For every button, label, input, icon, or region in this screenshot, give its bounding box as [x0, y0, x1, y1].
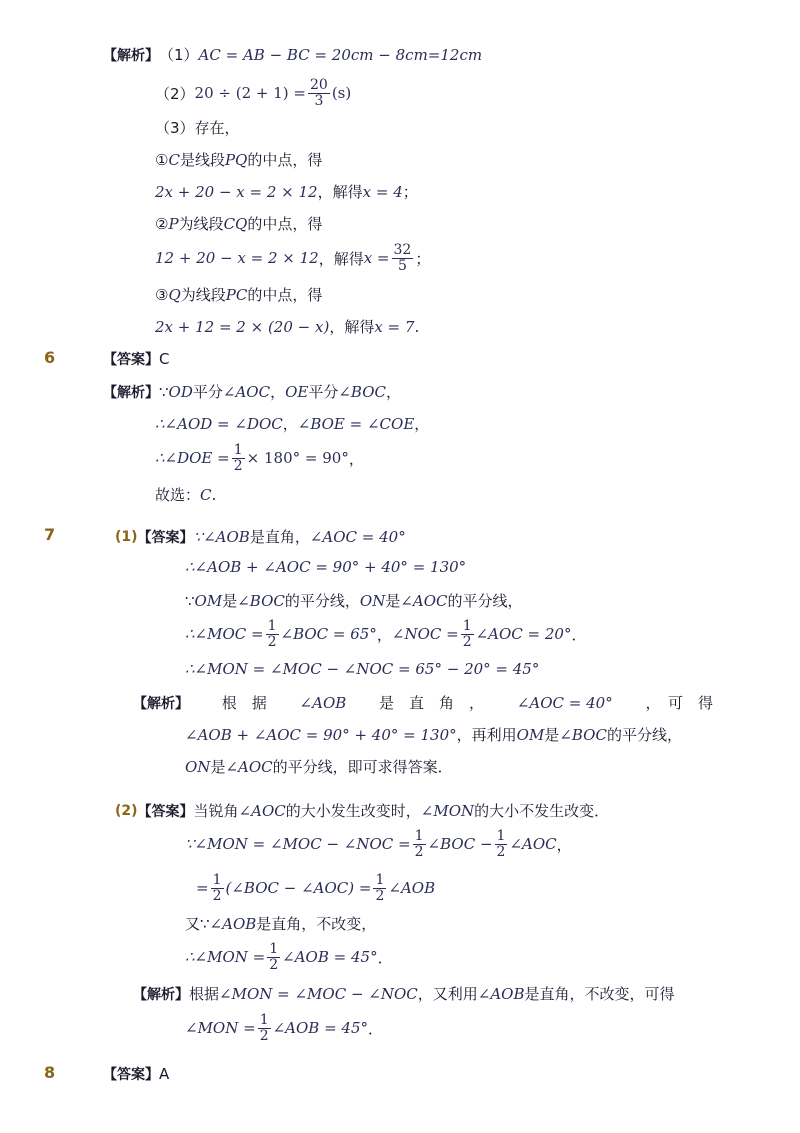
result: x = 7: [374, 317, 415, 336]
text: 的中点，得: [247, 151, 323, 169]
fraction: $\frac{1}{2}$: [212, 871, 222, 904]
equation: 2x + 20 − x = 2 × 12: [155, 182, 318, 201]
text: ∵: [159, 382, 169, 401]
equation: ∴∠MON = ∠MOC − ∠NOC = 65° − 20° = 45°: [185, 660, 540, 678]
text: 是直角，不改变，可得: [524, 985, 675, 1003]
equation: ∠NOC =: [391, 625, 459, 643]
q5-case-1-eq: [155, 181, 418, 202]
text: ，: [414, 415, 430, 433]
question-number-8: 8: [44, 1063, 56, 1082]
case-marker: ③: [155, 285, 169, 304]
equation: ∠AOC = 20°: [475, 625, 572, 643]
text: 的大小发生改变时，: [285, 802, 421, 820]
q6-line-3: [155, 438, 364, 478]
text: ．: [368, 1019, 384, 1038]
text: ，: [386, 383, 402, 401]
equation: ∠BOC −: [427, 835, 493, 853]
angle: ∠AOC: [400, 591, 448, 610]
fraction: $\frac{1}{2}$: [496, 827, 506, 860]
fraction: $\frac{1}{2}$: [259, 1011, 269, 1044]
sub-question-label: (2): [115, 802, 138, 819]
text: 的中点，得: [247, 215, 323, 233]
angle: ∵∠AOB: [193, 527, 250, 546]
text: ，再利用: [456, 726, 517, 744]
angle: ∠AOC: [225, 757, 273, 776]
var: Q: [168, 285, 181, 304]
case-marker: ②: [155, 214, 169, 233]
q5-line-1: [103, 44, 482, 65]
equation: ∠AOC = 40°: [309, 527, 406, 546]
angle: ∠BOC: [338, 382, 387, 401]
fraction: $\frac{20}{3}$: [309, 76, 328, 109]
q7-2-answer-line-5: [185, 937, 393, 977]
text: ；: [402, 183, 418, 201]
q5-case-2-eq: [155, 238, 430, 278]
equation: ∠AOB = 45°: [272, 1019, 369, 1037]
text: 故选：: [155, 486, 201, 504]
text: ，解得: [329, 318, 375, 336]
q6-line-1: [103, 381, 401, 402]
q5-line-3: [155, 117, 240, 138]
text: ，: [348, 449, 364, 468]
text: 为线段: [180, 286, 226, 304]
answer-label: 【答案】: [103, 352, 159, 368]
equation: 12 + 20 − x = 2 × 12: [155, 249, 319, 267]
text: 当锐角: [193, 802, 239, 820]
text: 的平分线，: [606, 726, 682, 744]
fraction: $\frac{1}{2}$: [462, 617, 472, 650]
text: 是直角，不改变，: [256, 915, 377, 933]
equation: ∠AOC = 40°: [516, 693, 613, 712]
text: 平分: [192, 383, 223, 401]
equation: ∠BOE = ∠COE: [297, 414, 415, 433]
part-2-label: （2）: [155, 84, 195, 103]
var: OE: [285, 382, 309, 401]
text: 平分: [308, 383, 339, 401]
q8-answer: [103, 1064, 169, 1084]
equation: (∠BOC − ∠AOC) =: [225, 879, 372, 897]
equation: ∴∠MOC =: [185, 625, 264, 643]
fraction: $\frac{1}{2}$: [269, 940, 279, 973]
q7-2-answer-line-3: [196, 868, 435, 908]
text: 为线段: [178, 215, 224, 233]
fraction: $\frac{1}{2}$: [375, 871, 385, 904]
case-marker: ①: [155, 150, 169, 169]
choice: C: [200, 485, 212, 504]
text: 是: [222, 592, 238, 610]
equation: × 180° = 90°: [246, 449, 349, 467]
q5-case-2: [155, 213, 322, 234]
equation: ∠MON = ∠MOC − ∠NOC: [219, 984, 418, 1003]
answer-label: 【答案】: [137, 529, 194, 546]
var: OM: [194, 591, 223, 610]
fraction: $\frac{32}{5}$: [393, 241, 412, 274]
answer-label: 【答案】: [103, 1067, 159, 1083]
var: ON: [185, 757, 211, 776]
q6-line-4: [155, 484, 216, 505]
equation: ∠MON =: [185, 1019, 256, 1037]
text: ．: [571, 625, 587, 644]
text: 根 据: [221, 694, 267, 712]
equation: ∠AOB = 45°: [282, 948, 378, 966]
q5-eq-2: 20 ÷ (2 + 1) =: [194, 84, 306, 102]
q7-1-answer-line-4: [185, 614, 587, 654]
text: 根据: [189, 985, 220, 1003]
q7-2-answer-line-4: [185, 913, 376, 934]
text: 是: [544, 726, 560, 744]
angle: ∠AOC: [238, 801, 286, 820]
angle: ∠AOB: [477, 984, 525, 1003]
text: 的平分线，: [447, 592, 523, 610]
answer-value: C: [159, 350, 170, 368]
q7-1-answer-line-1: [115, 526, 406, 547]
answer-value: A: [159, 1065, 170, 1083]
result: x =: [363, 249, 390, 267]
q7-2-analysis-line-2: [185, 1008, 383, 1048]
sub-question-label: (1): [115, 528, 138, 545]
equation: ∠BOC = 65°: [280, 625, 377, 643]
part-3-label: （3）存在，: [155, 119, 240, 137]
text: 是 直 角 ，: [379, 694, 485, 712]
text: 又∵: [185, 915, 210, 933]
analysis-label: 【解析】: [133, 695, 189, 712]
equation: ∴∠MON =: [185, 948, 266, 966]
text: 是线段: [179, 151, 225, 169]
analysis-label: 【解析】: [103, 47, 159, 64]
q6-answer: [103, 349, 169, 369]
angle: ∠AOB: [299, 693, 347, 712]
text: 的平分线，: [284, 592, 360, 610]
text: ∵: [185, 591, 195, 610]
question-number-6: 6: [44, 348, 56, 367]
angle: ∠AOC: [222, 382, 271, 401]
q5-case-1: [155, 149, 322, 170]
text: ，又利用: [417, 985, 478, 1003]
text: ，: [556, 835, 572, 854]
q7-2-analysis-line-1: [133, 983, 675, 1004]
var: OD: [168, 382, 193, 401]
var: ON: [359, 591, 386, 610]
equation: 2x + 12 = 2 × (20 − x): [155, 317, 330, 336]
fraction: $\frac{1}{2}$: [267, 617, 277, 650]
q5-case-3: [155, 284, 322, 305]
text: 的平分线，即可求得答案．: [272, 758, 453, 776]
equation: ∴∠DOE =: [155, 449, 230, 467]
angle: ∠BOC: [559, 725, 607, 744]
q7-1-analysis-line-3: [185, 756, 453, 777]
text: 是: [385, 592, 401, 610]
q5-case-3-eq: [155, 316, 419, 337]
angle: ∠MON: [420, 801, 475, 820]
text: ，解得: [318, 249, 364, 268]
q7-1-answer-line-3: [185, 590, 523, 611]
angle: ∠AOC: [509, 835, 557, 853]
q5-line-2: [155, 74, 351, 112]
equation: =: [196, 879, 209, 897]
question-number-7: 7: [44, 525, 56, 544]
var: C: [168, 150, 180, 169]
equation: ∴∠AOB + ∠AOC = 90° + 40° = 130°: [185, 558, 467, 576]
text: ，: [270, 383, 286, 401]
text: 的大小不发生改变．: [474, 802, 610, 820]
text: ，解得: [317, 183, 363, 201]
analysis-label: 【解析】: [103, 384, 159, 401]
var: P: [168, 214, 179, 233]
text: .: [211, 485, 217, 504]
q5-eq-1: AC = AB − BC = 20cm − 8cm=12cm: [198, 45, 483, 64]
equation: ∵∠MON = ∠MOC − ∠NOC =: [185, 835, 411, 853]
text: 的中点，得: [247, 286, 323, 304]
text: ；: [415, 249, 431, 268]
text: ，: [282, 415, 298, 433]
text: 是直角，: [249, 528, 310, 546]
var: OM: [516, 725, 545, 744]
var: PQ: [224, 150, 248, 169]
q7-1-answer-line-5: [185, 660, 539, 678]
angle: ∠BOC: [237, 591, 285, 610]
text: 是: [210, 758, 226, 776]
text: .: [414, 317, 420, 336]
unit: (s): [331, 84, 352, 102]
equation: ∠AOB + ∠AOC = 90° + 40° = 130°: [185, 725, 457, 744]
part-1-label: （1）: [159, 46, 199, 64]
result: x = 4: [362, 182, 403, 201]
angle: ∠AOB: [388, 879, 436, 897]
var: CQ: [223, 214, 248, 233]
q7-1-answer-line-2: [185, 558, 466, 576]
text: ．: [377, 948, 393, 967]
q7-1-analysis-line-1: [133, 692, 713, 713]
var: PC: [225, 285, 248, 304]
q7-1-analysis-line-2: [185, 724, 682, 745]
text: ， 可 得: [645, 694, 713, 712]
text: ，: [376, 625, 392, 644]
q6-line-2: [155, 413, 429, 434]
equation: ∴∠AOD = ∠DOC: [155, 414, 283, 433]
fraction: $\frac{1}{2}$: [233, 441, 243, 474]
angle: ∠AOB: [209, 914, 257, 933]
q7-2-answer-line-2: [185, 824, 572, 864]
answer-label: 【答案】: [137, 803, 194, 820]
q7-2-answer-line-1: [115, 800, 609, 821]
analysis-label: 【解析】: [133, 986, 189, 1003]
fraction: $\frac{1}{2}$: [414, 827, 424, 860]
